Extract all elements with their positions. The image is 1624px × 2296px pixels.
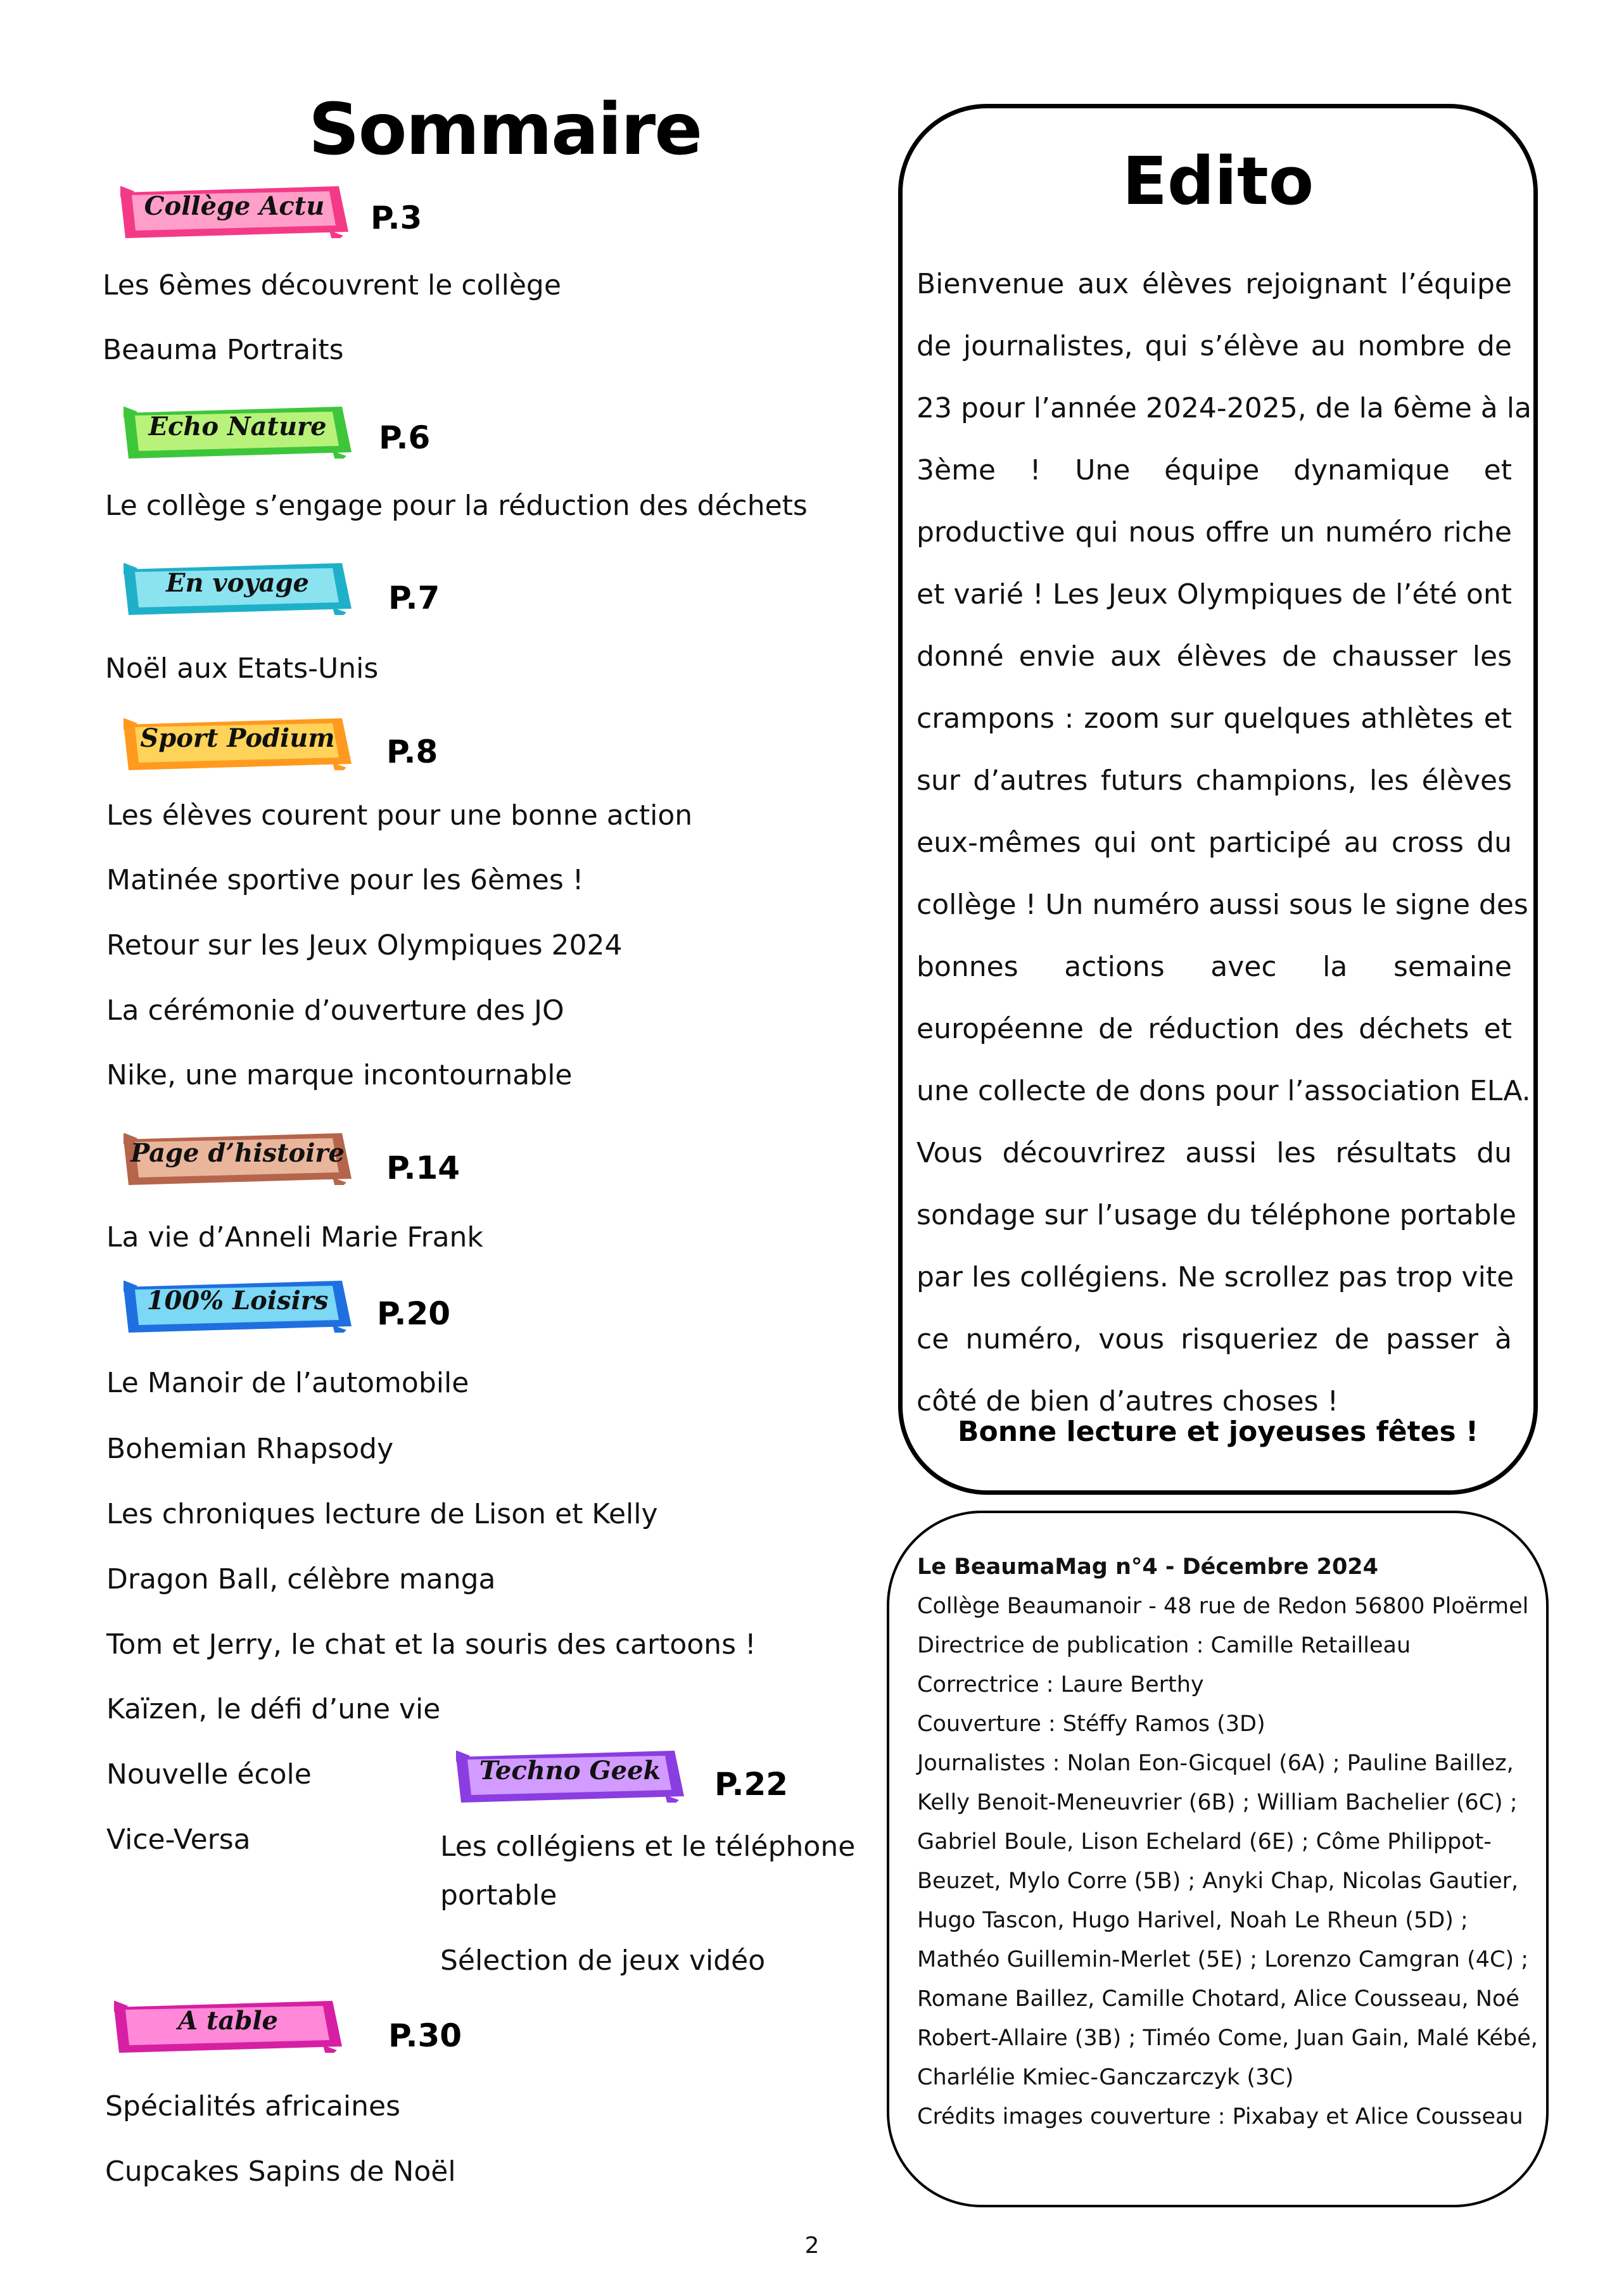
- edito-line: côté de bien d’autres choses !: [917, 1385, 1339, 1418]
- section-banner: [105, 1272, 364, 1341]
- edito-line: par les collégiens. Ne scrollez pas trop vite: [917, 1261, 1514, 1293]
- credits-line: Gabriel Boule, Lison Echelard (6E) ; Côme Philippot-: [917, 1829, 1492, 1855]
- page-number: 2: [804, 2233, 820, 2259]
- summary-entry: Nouvelle école: [106, 1758, 312, 1791]
- credits-line: Directrice de publication : Camille Retailleau: [917, 1633, 1411, 1658]
- edito-line: et varié ! Les Jeux Olympiques de l’été ont: [917, 578, 1512, 611]
- credits-line: Couverture : Stéffy Ramos (3D): [917, 1711, 1266, 1737]
- credits-heading: Le BeaumaMag n°4 - Décembre 2024: [917, 1554, 1379, 1580]
- edito-line: bonnes actions avec la semaine: [917, 951, 1512, 983]
- edito-line: crampons : zoom sur quelques athlètes et: [917, 702, 1512, 735]
- credits-line: Correctrice : Laure Berthy: [917, 1672, 1204, 1697]
- summary-entry: Le collège s’engage pour la réduction des déchets: [105, 490, 808, 522]
- summary-entry: Spécialités africaines: [105, 2090, 401, 2122]
- section-banner-label: 100% Loisirs: [146, 1286, 329, 1316]
- summary-entry: Tom et Jerry, le chat et la souris des cartoons !: [106, 1628, 756, 1661]
- summary-entry: portable: [440, 1879, 557, 1912]
- summary-entry: Bohemian Rhapsody: [106, 1433, 394, 1465]
- summary-entry: Beauma Portraits: [103, 334, 344, 366]
- edito-body: [917, 253, 1532, 1433]
- credits-body: [917, 1547, 1544, 2136]
- summary-entry: Cupcakes Sapins de Noël: [105, 2155, 456, 2188]
- section-banner: [437, 1742, 697, 1811]
- credits-line: Mathéo Guillemin-Merlet (5E) ; Lorenzo Camgran (4C) ;: [917, 1947, 1529, 1972]
- edito-line: collège ! Un numéro aussi sous le signe des: [917, 889, 1528, 921]
- summary-entry: Vice-Versa: [106, 1823, 251, 1856]
- edito-line: une collecte de dons pour l’association ELA.: [917, 1075, 1531, 1107]
- edito-line: donné envie aux élèves de chausser les: [917, 640, 1512, 673]
- section-page-number: P.7: [388, 580, 440, 616]
- section-page-number: P.14: [386, 1150, 460, 1186]
- edito-line: Vous découvrirez aussi les résultats du: [917, 1137, 1512, 1169]
- edito-title: Edito: [1122, 143, 1314, 220]
- edito-line: eux-mêmes qui ont participé au cross du: [917, 827, 1512, 859]
- credits-line: Robert-Allaire (3B) ; Timéo Come, Juan Gain, Malé Kébé,: [917, 2026, 1538, 2051]
- summary-title: Sommaire: [308, 89, 702, 171]
- edito-line: de journalistes, qui s’élève au nombre de: [917, 330, 1512, 362]
- section-banner: [101, 177, 361, 247]
- section-page-number: P.8: [386, 733, 438, 770]
- edito-signoff: Bonne lecture et joyeuses fêtes !: [957, 1416, 1479, 1448]
- section-banner: [105, 398, 364, 467]
- summary-entry: La cérémonie d’ouverture des JO: [106, 994, 564, 1027]
- section-banner: [105, 554, 364, 624]
- credits-line: Journalistes : Nolan Eon-Gicquel (6A) ; Pauline Baillez,: [917, 1751, 1514, 1776]
- section-banner-label: A table: [178, 2006, 278, 2036]
- credits-line: Collège Beaumanoir - 48 rue de Redon 56800 Ploërmel: [917, 1594, 1529, 1619]
- edito-line: ce numéro, vous risqueriez de passer à: [917, 1323, 1512, 1355]
- edito-line: sur d’autres futurs champions, les élèves: [917, 764, 1512, 797]
- summary-entry: Les élèves courent pour une bonne action: [106, 799, 693, 832]
- credits-line: Romane Baillez, Camille Chotard, Alice Cousseau, Noé: [917, 1986, 1519, 2012]
- section-banner: [105, 709, 364, 779]
- section-banner-label: Sport Podium: [140, 723, 335, 753]
- summary-entry: Nike, une marque incontournable: [106, 1059, 573, 1091]
- section-banner-label: Page d’histoire: [130, 1138, 345, 1168]
- summary-entry: Matinée sportive pour les 6èmes !: [106, 864, 584, 896]
- edito-line: sondage sur l’usage du téléphone portable: [917, 1199, 1516, 1231]
- section-banner: [105, 1124, 364, 1194]
- section-page-number: P.3: [371, 200, 422, 236]
- section-page-number: P.6: [379, 419, 431, 456]
- section-page-number: P.20: [377, 1295, 451, 1332]
- section-banner-label: En voyage: [166, 568, 309, 598]
- summary-entry: Kaïzen, le défi d’une vie: [106, 1693, 441, 1725]
- summary-entry: Sélection de jeux vidéo: [440, 1944, 766, 1977]
- section-page-number: P.22: [714, 1766, 789, 1803]
- summary-entry: Les chroniques lecture de Lison et Kelly: [106, 1498, 658, 1530]
- credits-line: Hugo Tascon, Hugo Harivel, Noah Le Rheun (5D) ;: [917, 1908, 1468, 1933]
- section-banner-label: Collège Actu: [144, 191, 325, 221]
- credits-line: Crédits images couverture : Pixabay et Alice Cousseau: [917, 2104, 1523, 2129]
- section-page-number: P.30: [388, 2017, 462, 2054]
- summary-entry: Retour sur les Jeux Olympiques 2024: [106, 929, 623, 961]
- summary-entry: Les 6èmes découvrent le collège: [103, 269, 561, 301]
- edito-line: productive qui nous offre un numéro riche: [917, 516, 1512, 549]
- credits-line: Charlélie Kmiec-Ganczarczyk (3C): [917, 2065, 1294, 2090]
- edito-line: Bienvenue aux élèves rejoignant l’équipe: [917, 268, 1512, 300]
- summary-entry: Noël aux Etats-Unis: [105, 652, 379, 685]
- section-banner-label: Techno Geek: [479, 1756, 661, 1785]
- summary-entry: Le Manoir de l’automobile: [106, 1367, 469, 1399]
- summary-entry: La vie d’Anneli Marie Frank: [106, 1221, 483, 1253]
- section-banner-label: Echo Nature: [148, 412, 327, 441]
- edito-line: européenne de réduction des déchets et: [917, 1013, 1512, 1045]
- credits-line: Kelly Benoit-Meneuvrier (6B) ; William Bachelier (6C) ;: [917, 1790, 1518, 1815]
- edito-line: 3ème ! Une équipe dynamique et: [917, 454, 1512, 486]
- summary-entry: Dragon Ball, célèbre manga: [106, 1563, 496, 1595]
- edito-line: 23 pour l’année 2024-2025, de la 6ème à la: [917, 392, 1532, 424]
- summary-entry: Les collégiens et le téléphone: [440, 1830, 856, 1863]
- section-banner: [95, 1992, 355, 2062]
- credits-line: Beuzet, Mylo Corre (5B) ; Anyki Chap, Nicolas Gautier,: [917, 1868, 1519, 1894]
